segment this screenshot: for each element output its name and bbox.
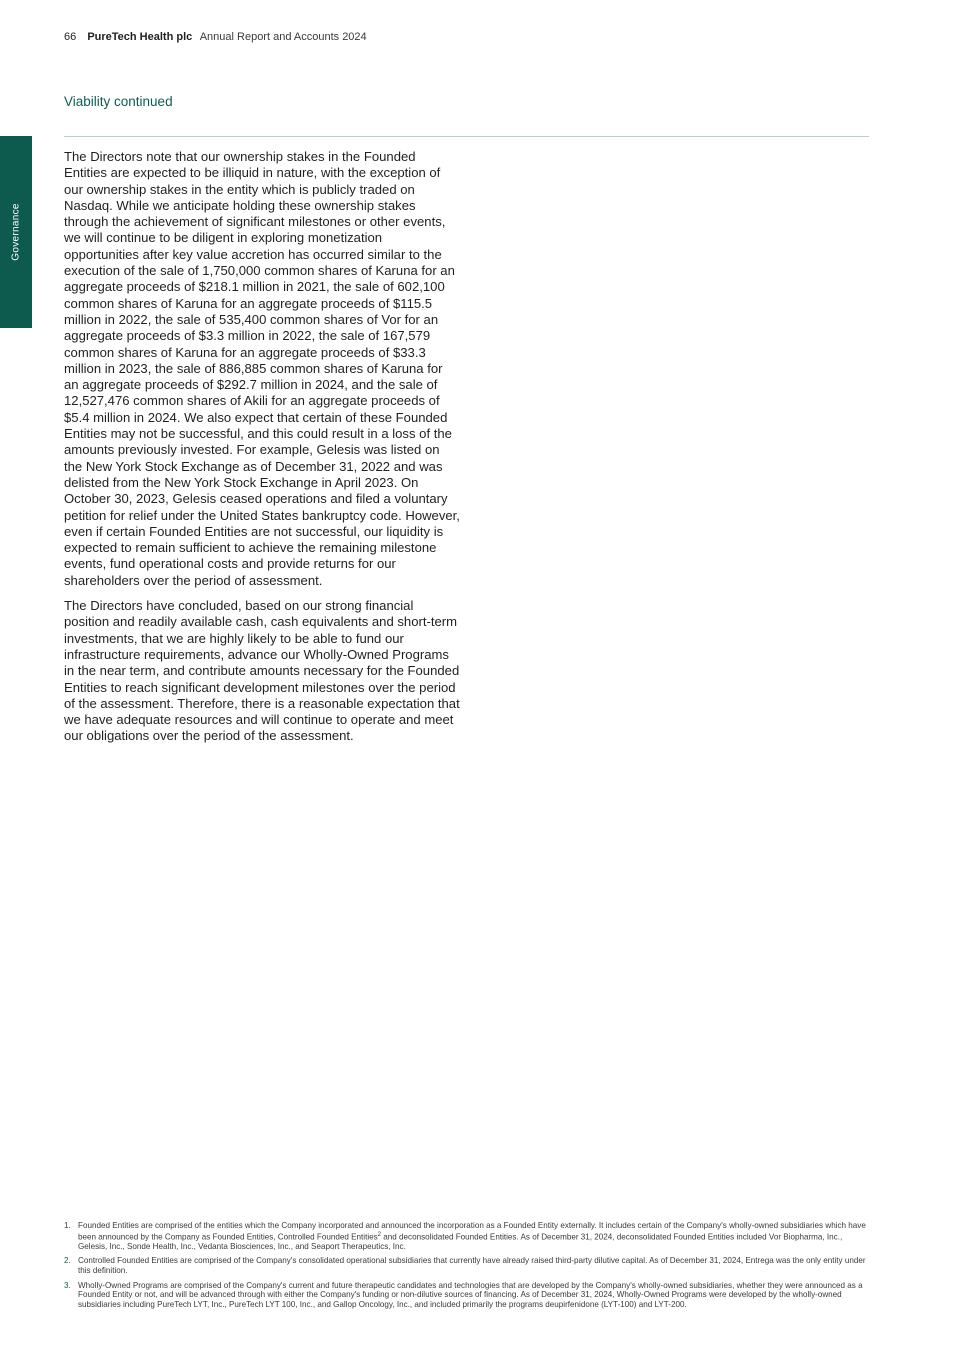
footnote-number: 1. (64, 1221, 71, 1230)
footnote-superscript: 2 (377, 1231, 382, 1238)
section-title: Viability continued (64, 94, 173, 109)
footnote-number: 3. (64, 1280, 71, 1290)
footnote-text-part: Founded Entities are comprised of the entities which the Company incorporated and announced the incorporation as a Founded Entity externally. It includes certain of the Company's wholly-owned subsidiaries which have been announced by the Company as Founded Entities, Controlled Founded Entities (78, 1221, 866, 1242)
running-header (64, 31, 367, 43)
report-title: Annual Report and Accounts 2024 (199, 31, 367, 43)
body-text-column (64, 149, 460, 754)
company-name: PureTech Health plc (87, 31, 193, 43)
footnote-1 (64, 1221, 870, 1251)
footnote-text: Wholly-Owned Programs are comprised of the Company's current and future therapeutic candidates and technologies that are developed by the Company's wholly-owned subsidiaries, whether they were announced as a Founded Entity or not, and will be advanced through with either the Company's funding or non-dilutive sources of financing. As of December 31, 2024, Wholly-Owned Programs were developed by the wholly-owned subsidiaries including PureTech LYT, Inc., PureTech LYT 100, Inc., and Gallop Oncology, Inc., and included primarily the programs deupirfenidone (LYT-100) and LYT-200. (78, 1280, 863, 1309)
paragraph: The Directors note that our ownership stakes in the Founded Entities are expected to be illiquid in nature, with the exception of our ownership stakes in the entity which is publicly traded on Nasdaq. While we anticipate holding these ownership stakes through the achievement of significant milestones or other events, we will continue to be diligent in exploring monetization opportunities after key value accretion has occurred similar to the execution of the sale of 1,750,000 common shares of Karuna for an aggregate proceeds of $218.1 million in 2021, the sale of 602,100 common shares of Karuna for an aggregate proceeds of $115.5 million in 2022, the sale of 535,400 common shares of Vor for an aggregate proceeds of $3.3 million in 2022, the sale of 167,579 common shares of Karuna for an aggregate proceeds of $33.3 million in 2023, the sale of 886,885 common shares of Karuna for an aggregate proceeds of $292.7 million in 2024, and the sale of 12,527,476 common shares of Akili for an aggregate proceeds of $5.4 million in 2024. We also expect that certain of these Founded Entities may not be successful, and this could result in a loss of the amounts previously invested. For example, Gelesis was listed on the New York Stock Exchange as of December 31, 2022 and was delisted from the New York Stock Exchange in April 2023. On October 30, 2023, Gelesis ceased operations and filed a voluntary petition for relief under the United States bankruptcy code. However, even if certain Founded Entities are not successful, our liquidity is expected to remain sufficient to achieve the remaining milestone events, fund operational costs and provide returns for our shareholders over the period of assessment. (64, 149, 460, 588)
footnote-2 (64, 1256, 870, 1275)
footnote-text (78, 1221, 870, 1251)
side-tab-label: Governance (10, 203, 22, 261)
page-number: 66 (64, 31, 77, 43)
footnote-3 (64, 1281, 870, 1310)
footnote-text-part: and deconsolidated Founded Entities. As of December 31, 2024, deconsolidated Founded Entities included Vor Biopharma, Inc., Gelesis, Inc., Sonde Health, Inc., Vedanta Biosciences, Inc., and Seaport Therapeutics, Inc. (78, 1232, 843, 1251)
footnote-number: 2. (64, 1256, 71, 1266)
side-tab-governance[interactable] (0, 136, 32, 328)
divider-rule (64, 136, 869, 137)
footnotes (64, 1221, 870, 1314)
footnote-text: Controlled Founded Entities are comprised of the Company's consolidated operational subsidiaries that currently have already raised third-party dilutive capital. As of December 31, 2024, Entrega was the only entity under this definition. (78, 1256, 866, 1276)
paragraph: The Directors have concluded, based on our strong financial position and readily available cash, cash equivalents and short-term investments, that we are highly likely to be able to fund our infrastructure requirements, advance our Wholly-Owned Programs in the near term, and contribute amounts necessary for the Founded Entities to reach significant development milestones over the period of the assessment. Therefore, there is a reasonable expectation that we have adequate resources and will continue to operate and meet our obligations over the period of the assessment. (64, 598, 460, 744)
